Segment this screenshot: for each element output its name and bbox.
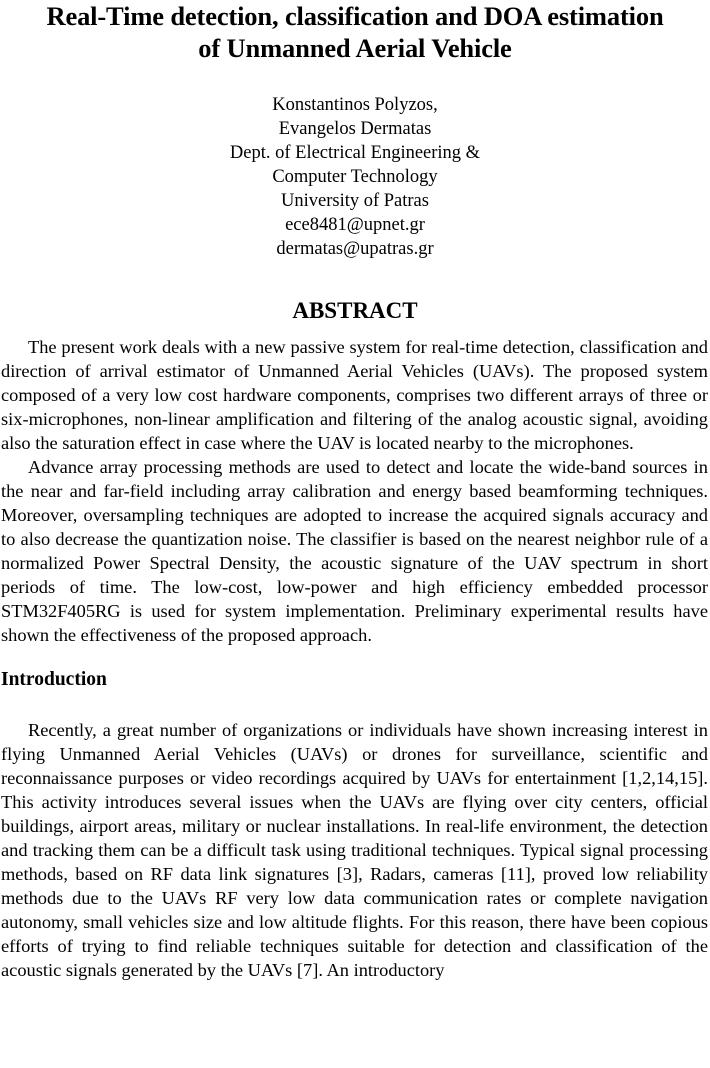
paper-title-line-1: Real-Time detection, classification and DOA estimation bbox=[46, 1, 664, 31]
section-heading-introduction: Introduction bbox=[1, 669, 107, 690]
author-name: Konstantinos Polyzos, bbox=[272, 95, 438, 115]
paper-title bbox=[0, 0, 710, 64]
abstract-paragraph: The present work deals with a new passive system for real-time detection, classification and direction of arrival estimator of Unmanned Aerial Vehicles (UAVs). The proposed system composed of a very low cost hardware components, comprises two different arrays of three or six-microphones, non-linear amplification and filtering of the analog acoustic signal, avoiding also the saturation effect in case where the UAV is located nearby to the microphones. bbox=[1, 337, 708, 453]
author-name: Evangelos Dermatas bbox=[278, 119, 432, 139]
abstract-heading: ABSTRACT bbox=[292, 298, 418, 323]
author-block bbox=[0, 93, 710, 261]
affiliation-department-cont: Computer Technology bbox=[272, 167, 438, 187]
abstract-body bbox=[0, 335, 710, 647]
introduction-paragraph: Recently, a great number of organizations or individuals have shown increasing interest in flying Unmanned Aerial Vehicles (UAVs) or drones for surveillance, scientific and reconnaissance purposes or video recordings acquired by UAVs for entertainment [1,2,14,15]. This activity introduces several issues when the UAVs are flying over city centers, official buildings, airport areas, military or nuclear installations. In real-life environment, the detection and tracking them can be a difficult task using traditional techniques. Typical signal processing methods, based on RF data link signatures [3], Radars, cameras [11], proved low reliability methods due to the UAVs RF very low data communication rates or complete navigation autonomy, small vehicles size and low altitude flights. For this reason, there have been copious efforts of trying to find reliable techniques suitable for detection and classification of the acoustic signals generated by the UAVs [7]. An introductory bbox=[1, 720, 708, 980]
introduction-body bbox=[0, 718, 710, 982]
paper-title-line-2: of Unmanned Aerial Vehicle bbox=[198, 33, 512, 63]
affiliation-department: Dept. of Electrical Engineering & bbox=[229, 143, 481, 163]
author-email: ece8481@upnet.gr bbox=[285, 215, 425, 235]
author-email: dermatas@upatras.gr bbox=[276, 239, 434, 259]
abstract-paragraph: Advance array processing methods are used to detect and locate the wide-band sources in the near and far-field including array calibration and energy based beamforming techniques. Moreover, oversampling techniques are adopted to increase the acquired signals accuracy and to also decrease the quantization noise. The classifier is based on the nearest neighbor rule of a normalized Power Spectral Density, the acoustic signature of the UAV spectrum in short periods of time. The low-cost, low-power and high efficiency embedded processor STM32F405RG is used for system implementation. Preliminary experimental results have shown the effectiveness of the proposed approach. bbox=[1, 457, 708, 645]
affiliation-university: University of Patras bbox=[281, 191, 429, 211]
